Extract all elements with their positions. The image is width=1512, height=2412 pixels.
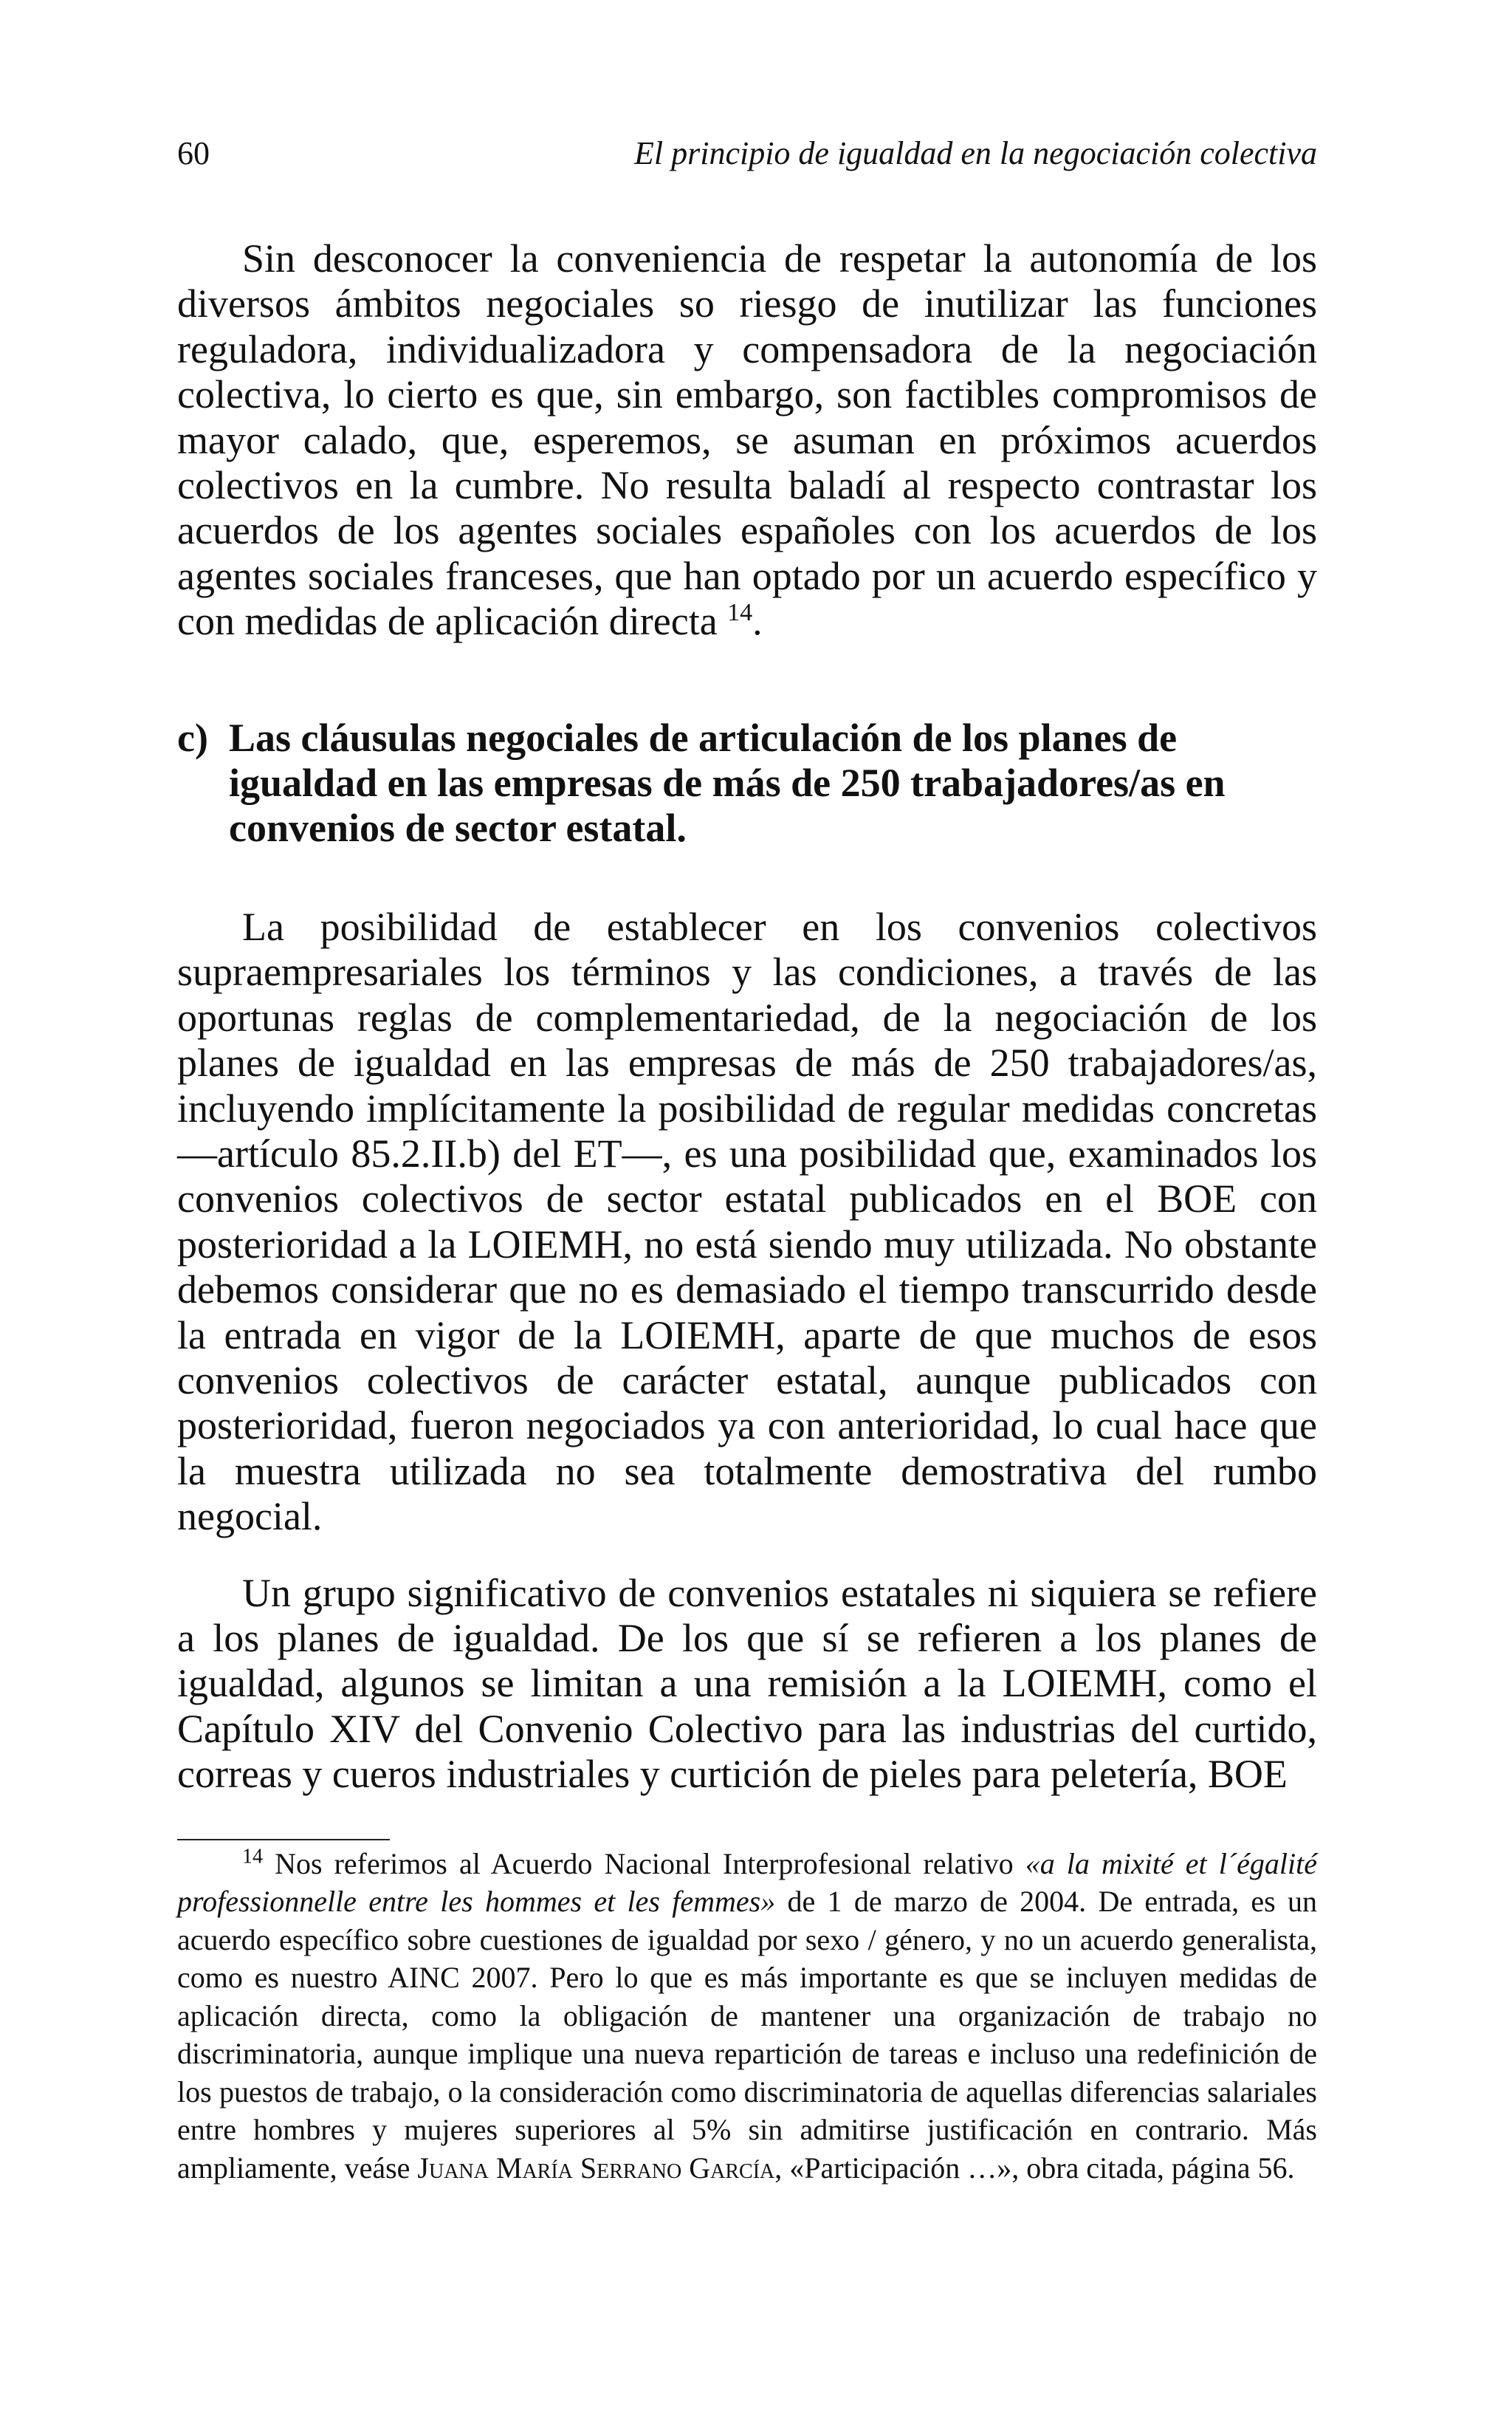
section-heading (177, 716, 1317, 852)
page (177, 133, 1317, 2187)
paragraph-1 (177, 236, 1317, 645)
footnote-reference[interactable]: 14 (727, 599, 753, 627)
running-title: El principio de igualdad en la negociación colectiva (634, 135, 1317, 171)
paragraph-2: La posibilidad de establecer en los convenios colectivos supraempresariales los términos y las condiciones, a través de las oportunas reglas de complementariedad, de la negociación de los planes de igualdad en las empresas de más de 250 trabajadores/as, incluyendo implícitamente la posibilidad de regular medidas concretas —artículo 85.2.II.b) del ET—, es una posibilidad que, examinados los convenios colectivos de sector estatal publicados en el BOE con posterioridad a la LOIEMH, no está siendo muy utilizada. No obstante debemos considerar que no es demasiado el tiempo transcurrido desde la entrada en vigor de la LOIEMH, aparte de que muchos de esos convenios colectivos de carácter estatal, aunque publicados con posterioridad, fueron negociados ya con anterioridad, lo cual hace que la muestra utilizada no sea totalmente demostrativa del rumbo negocial. (177, 904, 1317, 1539)
footnote-italic-title: «a la mixité et l´égalité professionnelle entre les hommes et les femmes» (177, 1846, 1318, 1919)
page-number: 60 (177, 135, 210, 171)
footnote-author: Juana María Serrano García (417, 2151, 775, 2185)
footnote-text-after: , «Participación …», obra citada, página 56. (774, 2151, 1295, 2185)
footnote (177, 1845, 1317, 2187)
section-marker: c) (177, 715, 208, 760)
paragraph-1-end: . (752, 599, 763, 644)
paragraph-1-text: Sin desconocer la conveniencia de respetar la autonomía de los diversos ámbitos negociales so riesgo de inutilizar las funciones reguladora, individualizadora y compensadora de la negociación colectiva, lo cierto es que, sin embargo, son factibles compromisos de mayor calado, que, esperemos, se asuman en próximos acuerdos colectivos en la cumbre. No resulta baladí al respecto contrastar los acuerdos de los agentes sociales españoles con los acuerdos de los agentes sociales franceses, que han optado por un acuerdo específico y con medidas de aplicación directa (177, 236, 1317, 644)
section-heading-text: Las cláusulas negociales de articulación de los planes de igualdad en las empresas de más de 250 trabajadores/as en convenios de sector estatal. (229, 715, 1226, 851)
footnote-text-middle: de 1 de marzo de 2004. De entrada, es un acuerdo específico sobre cuestiones de igualdad por sexo / género, y no un acuerdo generalista, como es nuestro AINC 2007. Pero lo que es más importante es que se incluyen medidas de aplicación directa, como la obligación de mantener una organización de trabajo no discriminatoria, aunque implique una nueva repartición de tareas e incluso una redefinición de los puestos de trabajo, o la consideración como discriminatoria de aquellas diferencias salariales entre hombres y mujeres superiores al 5% sin admitirse justificación en contrario. Más ampliamente, veáse (177, 1885, 1318, 2185)
paragraph-3: Un grupo significativo de convenios estatales ni siquiera se refiere a los planes de igualdad. De los que sí se refieren a los planes de igualdad, algunos se limitan a una remisión a la LOIEMH, como el Capítulo XIV del Convenio Colectivo para las industrias del curtido, correas y cueros industriales y curtición de pieles para peletería, BOE (177, 1570, 1317, 1797)
footnote-number: 14 (242, 1845, 263, 1868)
footnote-text-before: Nos referimos al Acuerdo Nacional Interprofesional relativo (275, 1846, 1014, 1880)
footnote-separator (177, 1839, 390, 1840)
running-head (177, 133, 1317, 174)
